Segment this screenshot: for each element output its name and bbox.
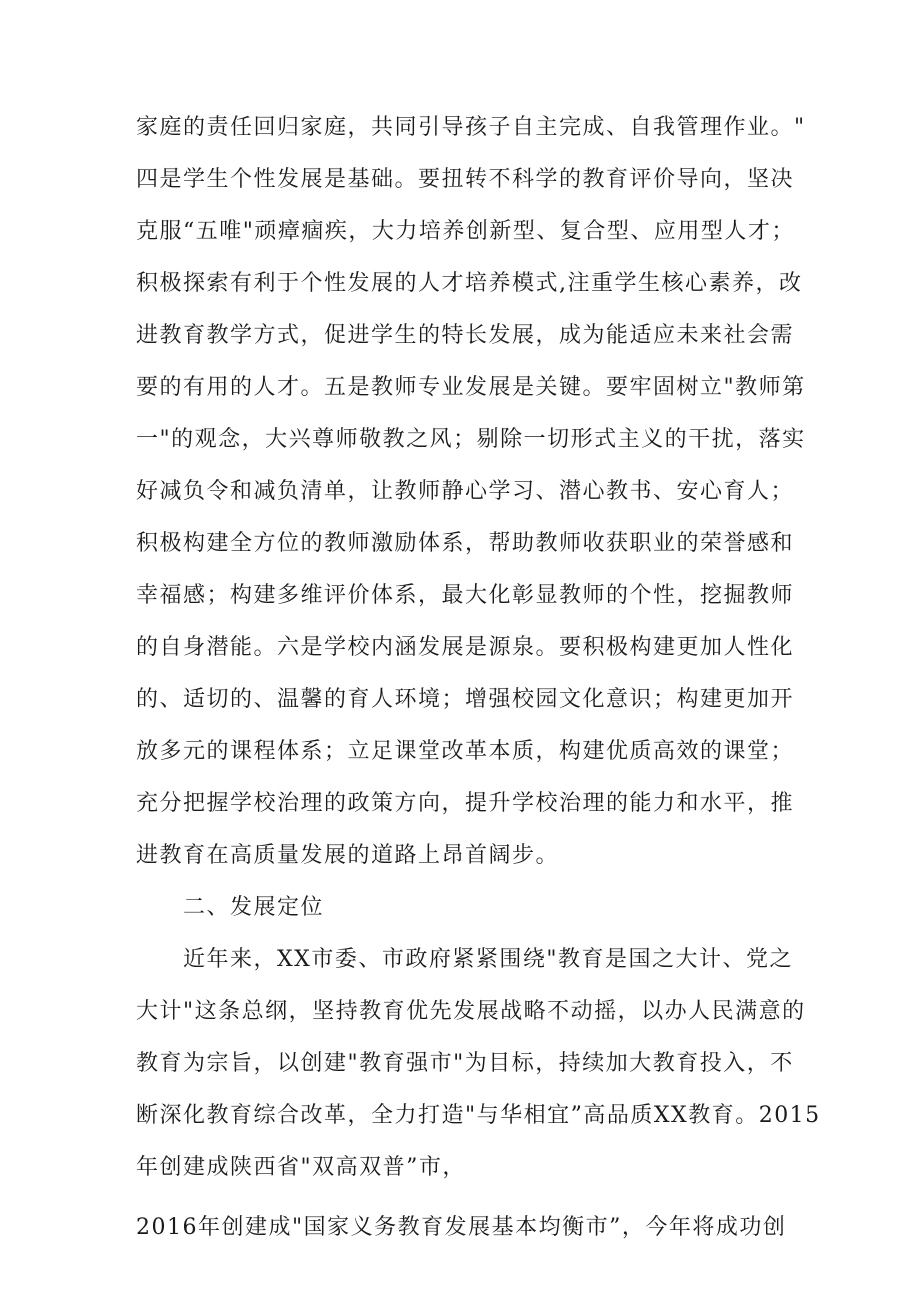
text-line: 教育为宗旨，以创建"教育强市"为目标，持续加大教育投入，不 [136, 1051, 794, 1076]
text-line: 积极探索有利于个性发展的人才培养模式,注重学生核心素养，改 [136, 271, 803, 296]
text-line: 放多元的课程体系；立足课堂改革本质，构建优质高效的课堂； [136, 739, 795, 764]
text-line: 进教育教学方式，促进学生的特长发展，成为能适应未来社会需 [136, 323, 795, 348]
text-line: 家庭的责任回归家庭，共同引导孩子自主完成、自我管理作业。" [136, 115, 806, 140]
text-line: 断深化教育综合改革，全力打造"与华相宜”高品质XX教育。2015 [136, 1103, 821, 1128]
text-line: 一"的观念，大兴尊师敬教之风；剔除一切形式主义的干扰，落实 [136, 427, 806, 452]
text-line: 好减负令和减负清单，让教师静心学习、潜心教书、安心育人； [136, 479, 795, 504]
text-line: 大计"这条总纲，坚持教育优先发展战略不动摇，以办人民满意的 [136, 999, 806, 1024]
text-line: 年创建成陕西省"双高双普”市， [136, 1155, 466, 1180]
text-line: 幸福感；构建多维评价体系，最大化彰显教师的个性，挖掘教师 [136, 583, 795, 608]
text-line: 积极构建全方位的教师激励体系，帮助教师收获职业的荣誉感和 [136, 531, 795, 556]
text-line: 要的有用的人才。五是教师专业发展是关键。要牢固树立"教师第 [136, 375, 806, 400]
text-line: 近年来，XX市委、市政府紧紧围绕"教育是国之大计、党之 [183, 947, 793, 972]
text-line: 进教育在高质量发展的道路上昂首阔步。 [136, 843, 560, 868]
text-line: 2016年创建成"国家义务教育发展基本均衡市”，今年将成功创 [136, 1215, 787, 1240]
text-line: 克服“五唯"顽瘴痼疾，大力培养创新型、复合型、应用型人才； [136, 219, 795, 244]
text-line: 的、适切的、温馨的育人环境；增强校园文化意识；构建更加开 [136, 687, 795, 712]
text-line: 四是学生个性发展是基础。要扭转不科学的教育评价导向，坚决 [136, 167, 795, 192]
text-line: 的自身潜能。六是学校内涵发展是源泉。要积极构建更加人性化 [136, 635, 795, 660]
section-heading: 二、发展定位 [183, 895, 325, 920]
text-line: 充分把握学校治理的政策方向，提升学校治理的能力和水平，推 [136, 791, 795, 816]
